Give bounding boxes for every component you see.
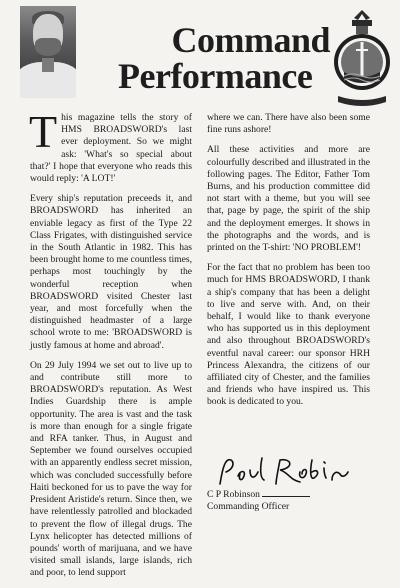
reputation-paragraph: Every ship's reputation preceeds it, and BROADSWORD has inherited an enviable legacy as first of the Type 22 Class Frigates, with distinguished service in the South Atlantic in 1982. This has been brought home to me countless times, perhaps most touchingly by the wonderful reception when BROADSWORD visited Chester last year, and most forcefully when the distinguished headmaster of a large school wrote to me: 'BROADSWORD is justly famous at home and abroad'. [30,193,192,351]
signatory-name: C P Robinson [207,489,260,500]
title-line-2: Performance [118,56,313,96]
signatory-role: Commanding Officer [207,501,290,512]
intro-text: his magazine tells the story of HMS BROADSWORD's last ever deployment. So we might ask: 'What's so special about that?' I hope that everyone who reads this would reply: 'A LOT!' [30,112,192,185]
portrait-collar [42,58,54,72]
handwritten-signature [214,454,354,494]
deployment-paragraph: On 29 July 1994 we set out to live up to and contribute still more to BROADSWORD's reputation. As West Indies Guardship there is ample opportunity. The area is vast and the task is more than enough for a single frigate and RFA tanker. Thus, in August and September we found ourselves occupied with an apparently endless secret mission, which was concluded successfully before Haiti beckoned for us to pave the way for President Aristide's return. Since then, we have relentlessly patrolled and blockaded to prevent the flow of illegal drugs. The Lynx helicopter has detected millions of pounds' worth of marijuana, and we have visited small islands, large islands, rich and poor, to lend support [30,359,192,579]
thanks-paragraph: For the fact that no problem has been too much for HMS BROADSWORD, I thank a ship's company that has been a delight to live and serve with. And, on their behalf, I would like to thank everyone who has supported us in this deployment and also throughout BROADSWORD's eventful naval career: our sponsor HRH Princess Alexandra, the citizens of our affiliated city of Chester, and the families and friends who have inspired us. This book is dedicated to you. [207,262,370,408]
portrait-beard [35,38,61,56]
left-column [29,106,192,588]
signature-divider [262,496,310,497]
ship-crest-icon [330,6,394,110]
intro-paragraph [29,106,192,185]
page-title [118,22,338,94]
title-line-1: Command [171,20,330,60]
drop-cap: T [29,106,58,157]
right-column [207,112,370,417]
officer-portrait-photo [20,6,76,98]
activities-paragraph: All these activities and more are colourfully described and illustrated in the following pages. The Editor, Father Tom Burns, and his production committee did not start with a theme, but you will see that, page by page, the spirit of the ship and the deployment emerges. It shows in the photographs and the words, and is printed on the T-shirt: 'NO PROBLEM'! [207,144,370,254]
runs-ashore-paragraph: where we can. There have also been some fine runs ashore! [207,112,370,136]
